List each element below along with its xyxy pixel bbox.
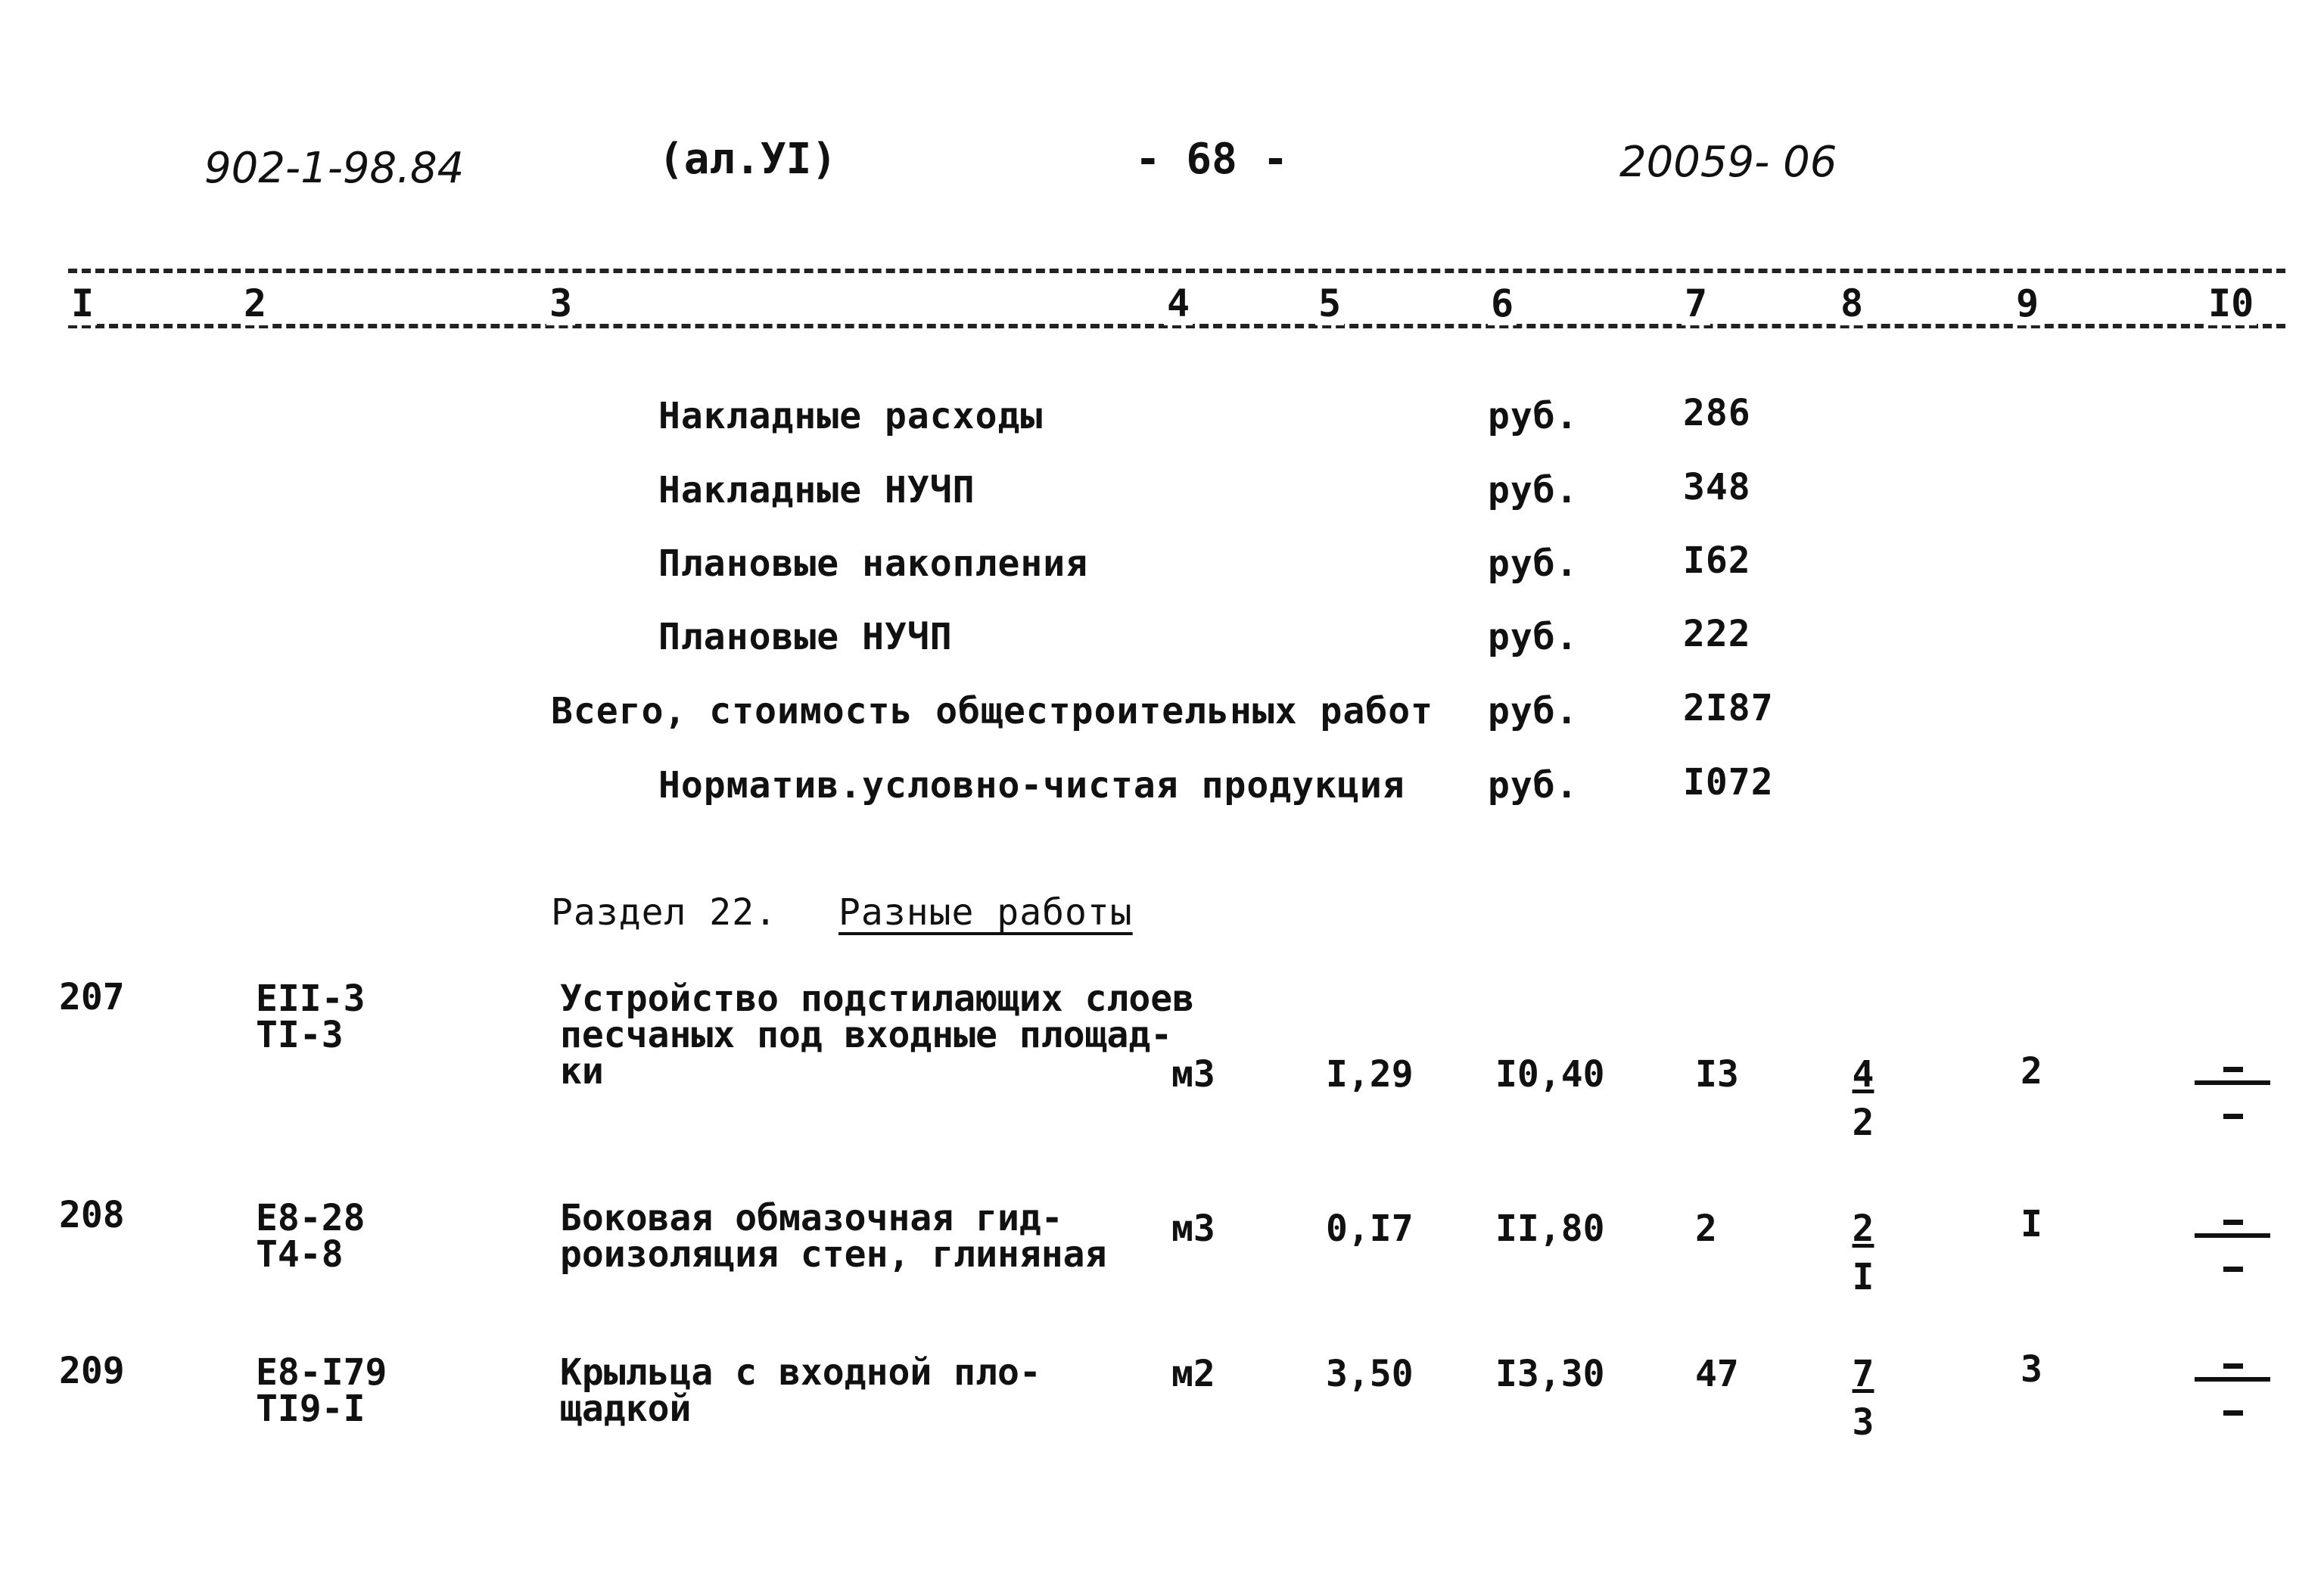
row-code: E8-I79 TI9-I (256, 1351, 387, 1430)
summary-value: 2I87 (1683, 687, 1774, 729)
summary-label: Плановые НУЧП (658, 616, 953, 658)
column-number-6: 6 (1488, 281, 1517, 325)
row-col8-numerator: 4 (1852, 1053, 1874, 1096)
row-total: 47 (1695, 1353, 1739, 1395)
summary-value: 286 (1683, 392, 1751, 434)
row-col8-denominator: 2 (1852, 1102, 1874, 1144)
row-unit-price: II,80 (1495, 1208, 1605, 1250)
row-col10-bar (2195, 1377, 2270, 1382)
row-code: E8-28 T4-8 (256, 1197, 366, 1276)
column-header-top-line (68, 269, 2285, 273)
row-description: Крыльца с входной пло- щадкой (560, 1351, 1041, 1430)
row-col8-numerator: 2 (1852, 1208, 1874, 1250)
column-number-8: 8 (1837, 281, 1866, 325)
column-number-2: 2 (241, 281, 269, 325)
row-col10-bar (2195, 1080, 2270, 1085)
album-label: (ал.УI) (658, 135, 838, 184)
summary-unit: руб. (1488, 616, 1579, 658)
column-number-7: 7 (1682, 281, 1710, 325)
row-unit: м3 (1171, 1208, 1215, 1250)
row-total: I3 (1695, 1053, 1739, 1096)
row-code: EII-3 TI-3 (256, 978, 366, 1056)
row-unit-price: I3,30 (1495, 1353, 1605, 1395)
row-col9: 2 (2021, 1050, 2042, 1093)
row-number: 209 (59, 1350, 125, 1392)
row-description: Устройство подстилающих слоев песчаных под входные площад- ки (560, 978, 1195, 1093)
row-col9: 3 (2021, 1348, 2042, 1391)
row-col9: I (2021, 1203, 2042, 1245)
row-col10-dashes (2195, 1067, 2270, 1127)
row-quantity: I,29 (1326, 1053, 1414, 1096)
summary-label: Накладные НУЧП (658, 469, 975, 511)
summary-unit: руб. (1488, 469, 1579, 511)
row-col10-dashes (2195, 1220, 2270, 1280)
doc-code: 902-1-98.84 (204, 144, 465, 193)
summary-value: I62 (1683, 539, 1751, 582)
summary-label: Накладные расходы (658, 395, 1044, 437)
page-number: - 68 - (1135, 135, 1289, 184)
column-number-1: I (68, 281, 97, 325)
row-col10-top (2223, 1067, 2243, 1072)
row-number: 208 (59, 1194, 125, 1236)
summary-unit: руб. (1488, 764, 1579, 807)
row-total: 2 (1695, 1208, 1717, 1250)
row-col10-dashes (2195, 1363, 2270, 1424)
row-col8-fraction (1840, 1208, 1886, 1298)
row-col10-bar (2195, 1233, 2270, 1238)
row-col10-bottom (2223, 1114, 2243, 1119)
summary-label: Плановые накопления (658, 542, 1089, 585)
summary-label: Норматив.условно-чистая продукция (658, 764, 1405, 807)
summary-unit: руб. (1488, 395, 1579, 437)
row-quantity: 3,50 (1326, 1353, 1414, 1395)
summary-value: 222 (1683, 613, 1751, 655)
column-number-3: 3 (546, 281, 575, 325)
summary-total-label: Всего, стоимость общестроительных работ (551, 690, 1434, 732)
row-col8-numerator: 7 (1852, 1353, 1874, 1395)
column-number-9: 9 (2013, 281, 2042, 325)
section-title: Разные работы (838, 891, 1133, 934)
column-number-5: 5 (1315, 281, 1344, 325)
row-col8-fraction (1840, 1353, 1886, 1444)
row-number: 207 (59, 976, 125, 1018)
row-unit: м3 (1171, 1053, 1215, 1096)
summary-unit: руб. (1488, 690, 1579, 732)
column-number-4: 4 (1164, 281, 1193, 325)
doc-number: 20059- 06 (1619, 138, 1837, 187)
row-col8-fraction (1840, 1053, 1886, 1144)
row-col8-denominator: 3 (1852, 1401, 1874, 1444)
row-col10-bottom (2223, 1267, 2243, 1272)
column-number-10: I0 (2205, 281, 2257, 325)
summary-value: 348 (1683, 466, 1751, 508)
row-description: Боковая обмазочная гид- роизоляция стен, глиняная (560, 1197, 1107, 1276)
row-col10-top (2223, 1220, 2243, 1225)
row-unit: м2 (1171, 1353, 1215, 1395)
section-prefix: Раздел 22. (551, 891, 777, 934)
summary-unit: руб. (1488, 542, 1579, 585)
row-quantity: 0,I7 (1326, 1208, 1414, 1250)
row-col10-bottom (2223, 1410, 2243, 1416)
summary-value: I072 (1683, 761, 1774, 804)
row-unit-price: I0,40 (1495, 1053, 1605, 1096)
row-col10-top (2223, 1363, 2243, 1369)
row-col8-denominator: I (1852, 1256, 1874, 1298)
